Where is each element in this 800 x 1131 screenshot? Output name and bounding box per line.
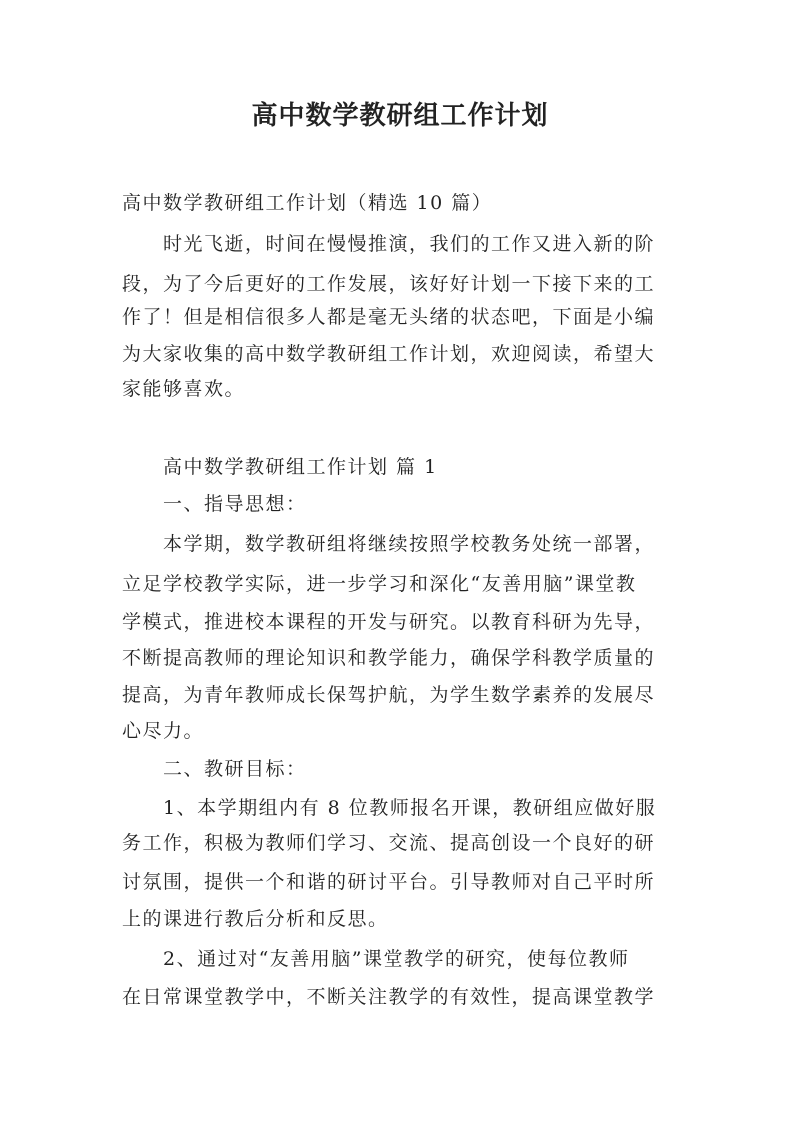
body-paragraph-line: 心尽力。: [122, 720, 205, 742]
body-paragraph-line: 提高，为青年教师成长保驾护航，为学生数学素养的发展尽: [122, 684, 656, 706]
intro-paragraph-line: 为大家收集的高中数学教研组工作计划，欢迎阅读，希望大: [122, 343, 656, 365]
subsection-heading: 二、教研目标：: [163, 758, 307, 780]
section-heading: 高中数学教研组工作计划 篇 1: [163, 456, 438, 478]
subtitle-line: 高中数学教研组工作计划（精选 10 篇）: [122, 192, 493, 214]
intro-paragraph-line: 时光飞逝，时间在慢慢推演，我们的工作又进入新的阶: [163, 233, 656, 255]
body-paragraph-line: 2、通过对“友善用脑”课堂教学的研究，使每位教师: [163, 948, 630, 970]
body-paragraph-line: 学模式，推进校本课程的开发与研究。以教育科研为先导，: [122, 611, 656, 633]
document-title: 高中数学教研组工作计划: [251, 101, 549, 131]
body-paragraph-line: 本学期，数学教研组将继续按照学校教务处统一部署，: [163, 533, 656, 555]
body-paragraph-line: 立足学校教学实际，进一步学习和深化“友善用脑”课堂教: [122, 573, 637, 595]
body-paragraph-line: 务工作，积极为教师们学习、交流、提高创设一个良好的研: [122, 832, 656, 854]
body-paragraph-line: 讨氛围，提供一个和谐的研讨平台。引导教师对自己平时所: [122, 871, 656, 893]
intro-paragraph-line: 家能够喜欢。: [122, 378, 246, 400]
body-paragraph-line: 1、本学期组内有 8 位教师报名开课，教研组应做好服: [163, 797, 657, 819]
body-paragraph-line: 不断提高教师的理论知识和教学能力，确保学科教学质量的: [122, 647, 656, 669]
intro-paragraph-line: 段，为了今后更好的工作发展，该好好计划一下接下来的工: [122, 273, 656, 295]
body-paragraph-line: 在日常课堂教学中，不断关注教学的有效性，提高课堂教学: [122, 986, 656, 1008]
intro-paragraph-line: 作了！但是相信很多人都是毫无头绪的状态吧，下面是小编: [122, 306, 656, 328]
body-paragraph-line: 上的课进行教后分析和反思。: [122, 908, 389, 930]
subsection-heading: 一、指导思想：: [163, 493, 307, 515]
